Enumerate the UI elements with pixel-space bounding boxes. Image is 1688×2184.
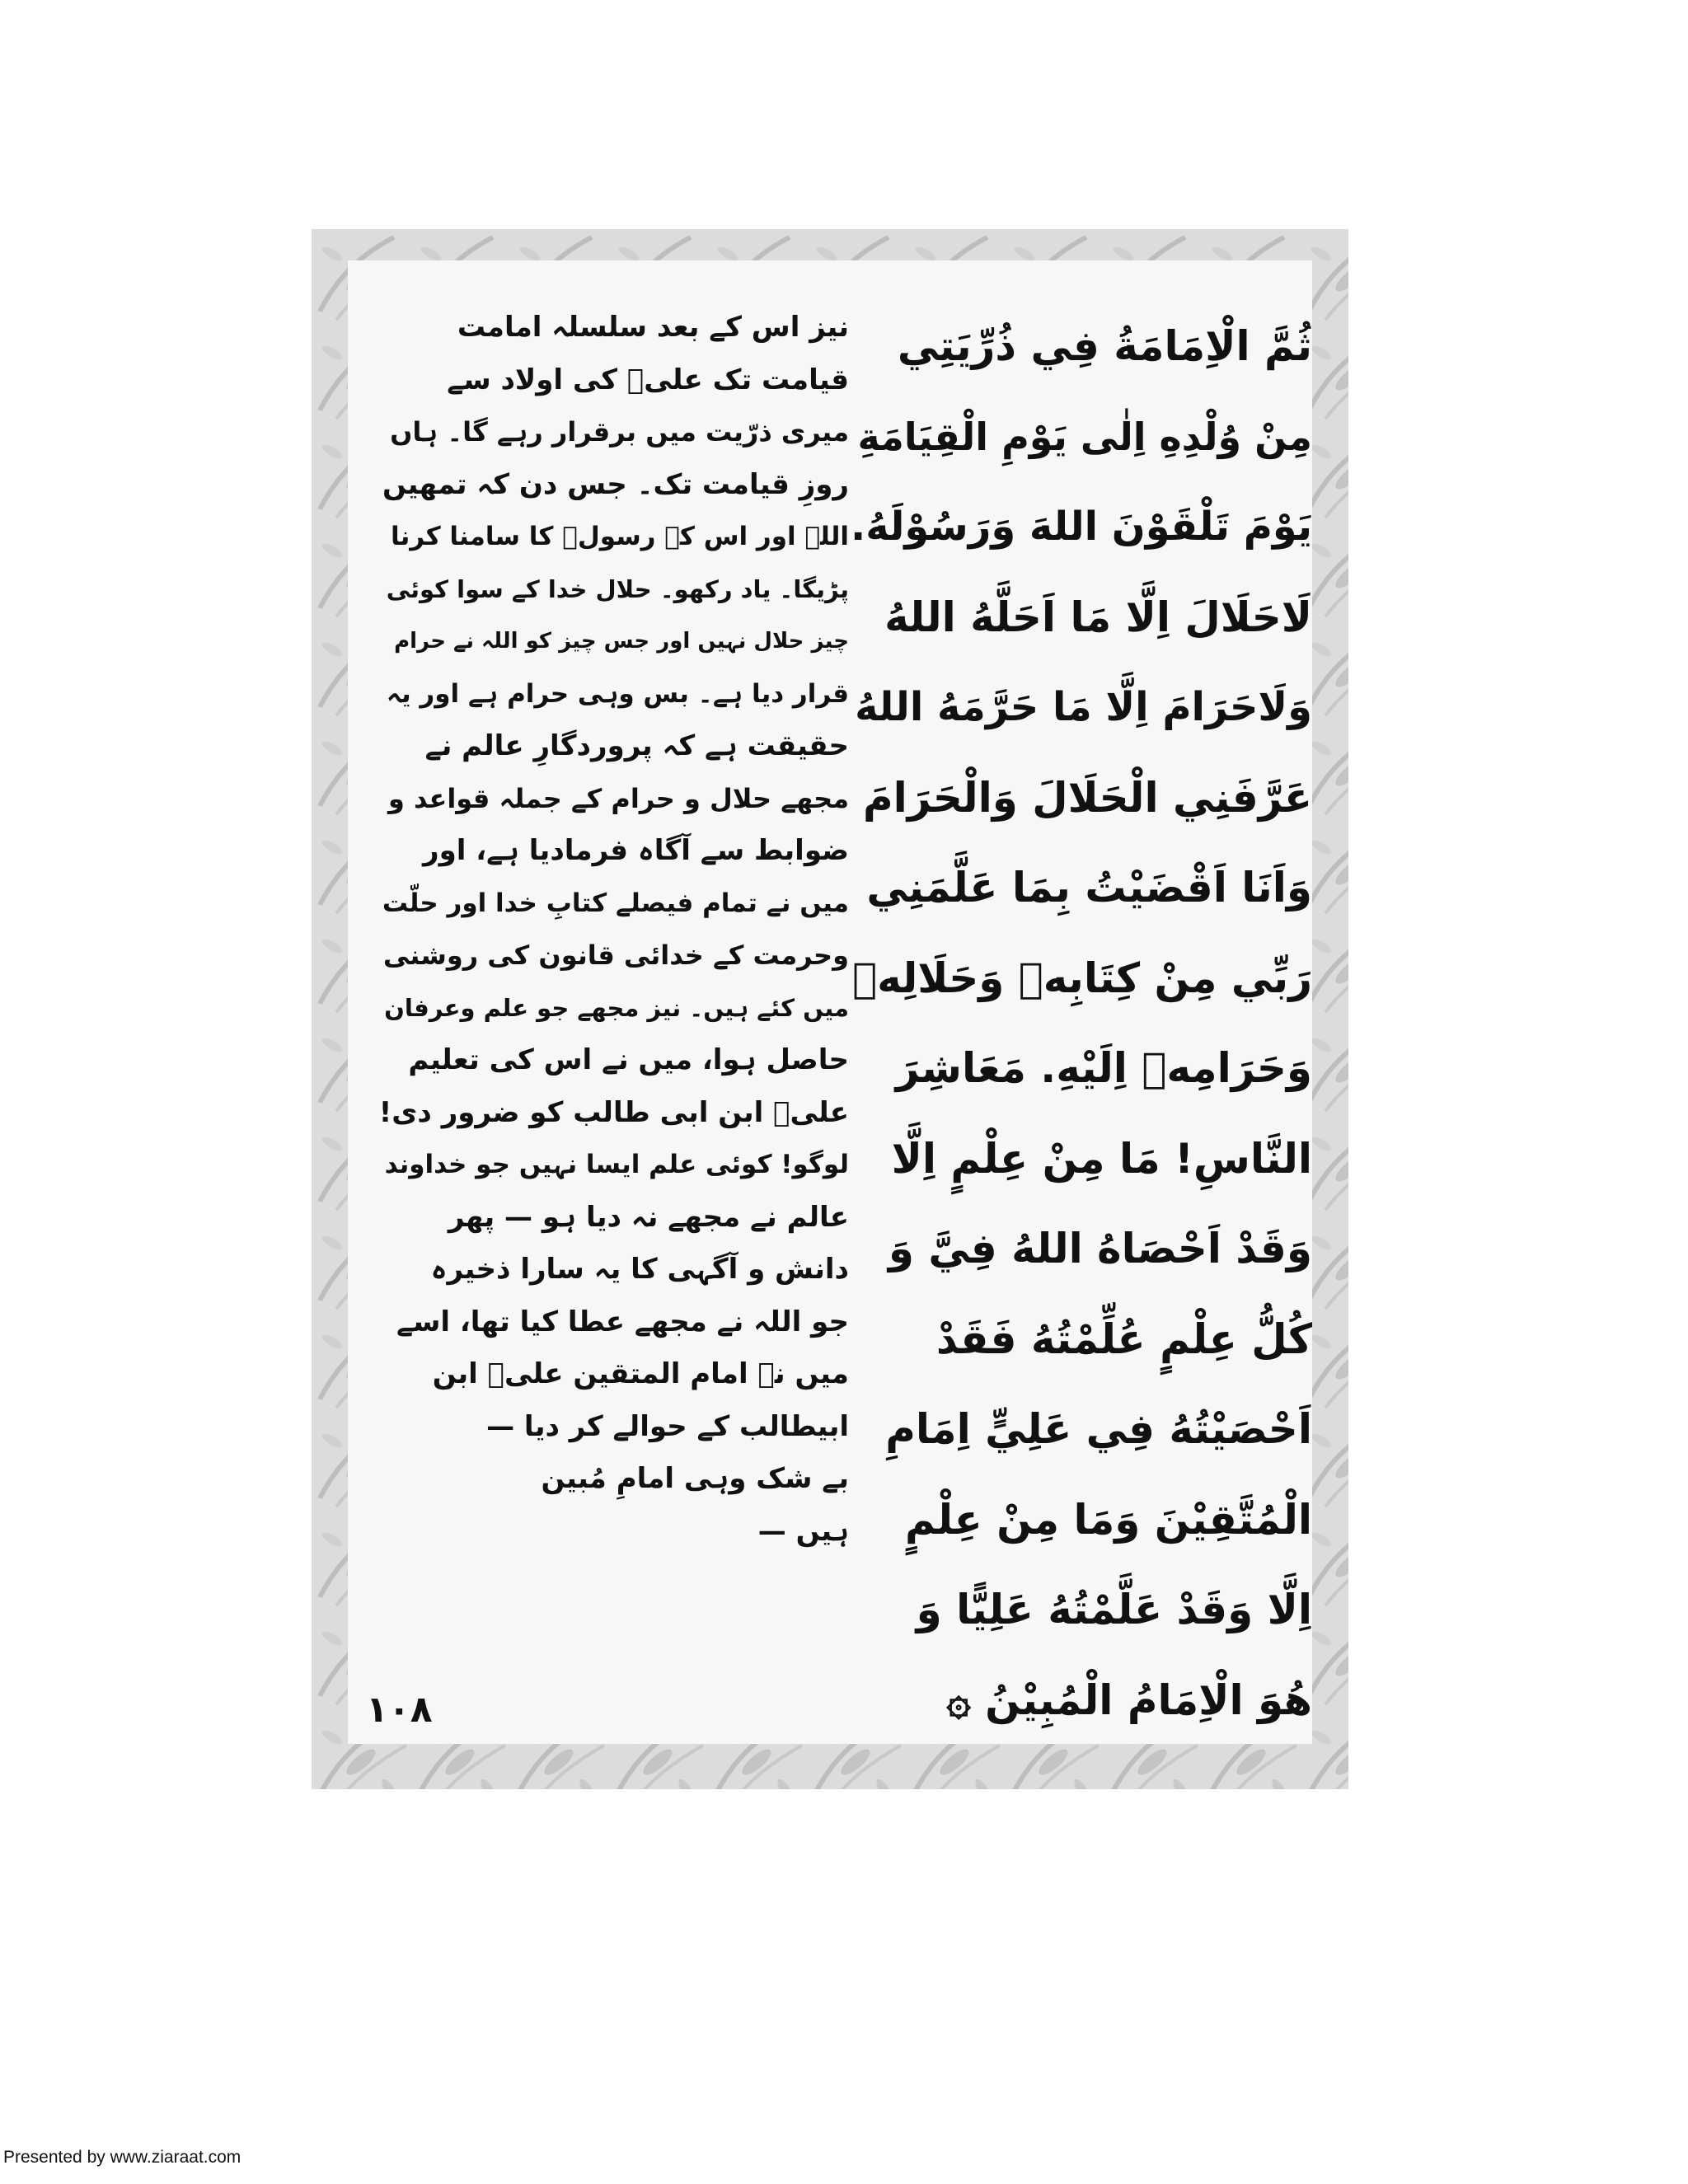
arabic-line: وَحَرَامِهٖ اِلَيْهِ. مَعَاشِرَ: [895, 1044, 1312, 1092]
arabic-line: ثُمَّ الْاِمَامَةُ فِي ذُرِّيَتِي: [897, 322, 1312, 370]
urdu-line: لوگو! کوئی علم ایسا نہیں جو خداوند: [384, 1150, 849, 1179]
arabic-line: يَوْمَ تَلْقَوْنَ اللهَ وَرَسُوْلَهُ.: [851, 504, 1312, 550]
urdu-line: میں نے تمام فیصلے کتابِ خدا اور حلّت: [382, 888, 849, 918]
urdu-line: علیؑ ابن ابی طالب کو ضرور دی!: [379, 1095, 849, 1129]
arabic-line: كُلُّ عِلْمٍ عُلِّمْتُهُ فَقَدْ: [935, 1315, 1312, 1363]
urdu-line: بے شک وہی امامِ مُبین: [541, 1462, 849, 1495]
urdu-line: اللہ اور اس کے رسولؐ کا سامنا کرنا: [391, 522, 849, 551]
arabic-line: النَّاسِ! مَا مِنْ عِلْمٍ اِلَّا: [891, 1134, 1312, 1183]
urdu-line: چیز حلال نہیں اور جس چیز کو اللہ نے حرام: [394, 629, 849, 654]
arabic-line: رَبِّي مِنْ كِتَابِهٖ وَحَلَالِهٖ: [852, 954, 1312, 1002]
urdu-line: عالم نے مجھے نہ دیا ہو — پھر: [448, 1200, 849, 1234]
arabic-line: اَحْصَيْتُهُ فِي عَلِيٍّ اِمَامِ: [885, 1405, 1312, 1453]
urdu-line: نیز اس کے بعد سلسلہ امامت: [457, 311, 849, 344]
urdu-line: قرار دیا ہے۔ بس وہی حرام ہے اور یہ: [386, 678, 849, 709]
urdu-line: ضوابط سے آگاہ فرمادیا ہے، اور: [423, 834, 849, 867]
urdu-translation-column: [379, 302, 849, 1558]
urdu-line: میں کئے ہیں۔ نیز مجھے جو علم وعرفان: [384, 993, 849, 1022]
urdu-line: ہیں —: [757, 1514, 849, 1548]
arabic-line: وَاَنَا اَقْضَيْتُ بِمَا عَلَّمَنِي: [866, 864, 1312, 912]
urdu-line: قیامت تک علیؑ کی اولاد سے: [447, 363, 849, 396]
page-number: ۱۰۸: [366, 1689, 433, 1731]
arabic-line: هُوَ الْاِمَامُ الْمُبِيْنُ ۞: [946, 1675, 1312, 1724]
urdu-line: میں نے امام المتقین علیؑ ابن: [432, 1357, 849, 1390]
text-panel: [348, 260, 1312, 1744]
arabic-line: الْمُتَّقِيْنَ وَمَا مِنْ عِلْمٍ: [905, 1495, 1312, 1544]
arabic-line: مِنْ وُلْدِهِ اِلٰى يَوْمِ الْقِيَامَةِ: [857, 414, 1312, 459]
arabic-column: [851, 302, 1312, 1746]
arabic-line: اِلَّا وَقَدْ عَلَّمْتُهُ عَلِيًّا وَ: [916, 1586, 1312, 1633]
urdu-line: میری ذرّیت میں برقرار رہے گا۔ ہاں: [390, 416, 849, 448]
urdu-line: حاصل ہوا، میں نے اس کی تعلیم: [408, 1043, 849, 1076]
urdu-line: جو اللہ نے مجھے عطا کیا تھا، اسے: [396, 1305, 849, 1338]
arabic-line: لَاحَلَالَ اِلَّا مَا اَحَلَّهُ اللهُ: [884, 593, 1312, 641]
arabic-line: وَلَاحَرَامَ اِلَّا مَا حَرَّمَهُ اللهُ: [855, 684, 1312, 730]
urdu-line: ابیطالب کے حوالے کر دیا —: [486, 1409, 849, 1443]
urdu-line: وحرمت کے خدائی قانون کی روشنی: [382, 940, 849, 971]
urdu-line: حقیقت ہے کہ پروردگارِ عالم نے: [424, 729, 849, 762]
urdu-line: پڑیگا۔ یاد رکھو۔ حلال خدا کے سوا کوئی: [386, 574, 849, 603]
arabic-line: عَرَّفَنِي الْحَلَالَ وَالْحَرَامَ: [862, 773, 1312, 822]
urdu-line: دانش و آگہی کا یہ سارا ذخیرہ: [430, 1253, 849, 1286]
urdu-line: مجھے حلال و حرام کے جملہ قواعد و: [387, 782, 849, 814]
decorative-frame: [312, 229, 1348, 1789]
footer-credit: Presented by www.ziaraat.com: [3, 2148, 241, 2167]
arabic-line: وَقَدْ اَحْصَاهُ اللهُ فِيَّ وَ: [888, 1225, 1312, 1272]
urdu-line: روزِ قیامت تک۔ جس دن کہ تمھیں: [382, 467, 849, 501]
